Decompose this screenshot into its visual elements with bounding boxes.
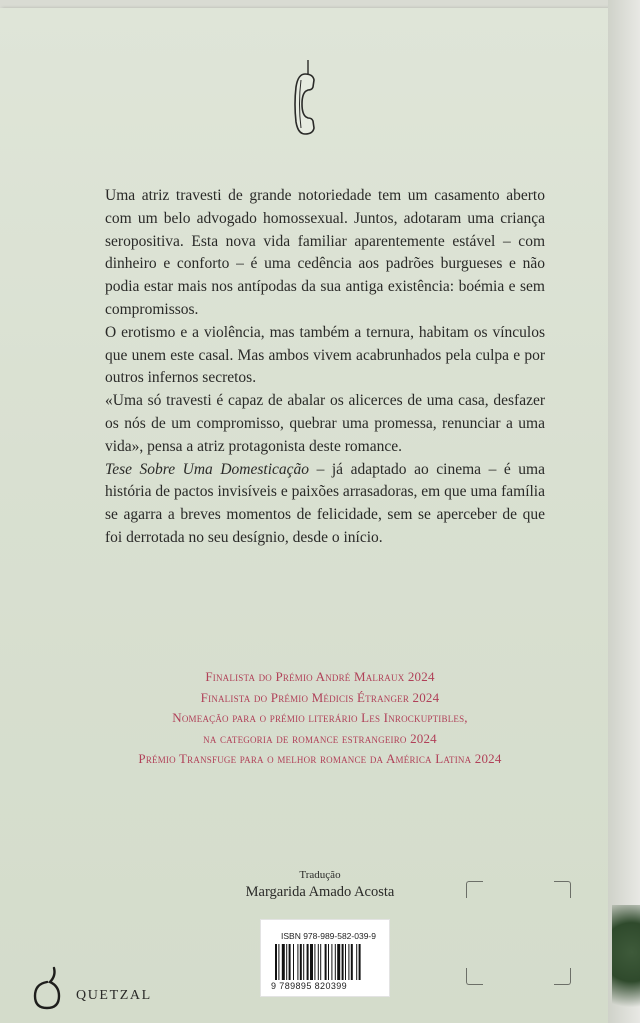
publisher-name: QUETZAL bbox=[76, 988, 152, 1003]
translation-label: Tradução bbox=[299, 869, 341, 881]
frame-corner bbox=[466, 881, 483, 898]
translator-name: Margarida Amado Acosta bbox=[245, 884, 395, 900]
page-edge bbox=[608, 0, 640, 1023]
synopsis-paragraph: O erotismo e a violência, mas também a ternura, habitam os vínculos que unem este casal. Mas ambos vivem acabrunhados pela culpa e por outros infernos secretos. bbox=[105, 323, 545, 387]
barcode-icon bbox=[275, 944, 379, 980]
award-line: Nomeação para o prémio literário Les Inrockuptibles, bbox=[172, 710, 468, 725]
award-line: na categoria de romance estrangeiro 2024 bbox=[203, 730, 437, 746]
synopsis-paragraph bbox=[105, 459, 545, 550]
frame-corner bbox=[554, 881, 571, 898]
frame-corner bbox=[554, 968, 571, 985]
translation-credit bbox=[200, 869, 440, 901]
award-line: Prémio Transfuge para o melhor romance da América Latina 2024 bbox=[138, 751, 502, 766]
isbn-text: ISBN 978-989-582-039-9 bbox=[281, 931, 376, 941]
award-line: Finalista do Prémio Médicis Étranger 2024 bbox=[200, 689, 440, 705]
isbn-digits: 9 789895 820399 bbox=[271, 981, 348, 991]
frame-corner bbox=[466, 968, 483, 985]
background-plant bbox=[612, 905, 640, 1023]
quetzal-logo-icon bbox=[30, 966, 64, 1012]
book-title: Tese Sobre Uma Domesticação bbox=[105, 460, 310, 478]
barcode-label bbox=[260, 919, 390, 997]
synopsis-paragraph: Uma atriz travesti de grande notoriedade tem um casamento aberto com um belo advogado homossexual. Juntos, adotaram uma criança seropositiva. Esta nova vida familiar aparentemente estável – com dinheiro e conforto – é uma cedência aos padrões burgueses e não podia estar mais nos antípodas da sua antiga existência: boémia e sem compromissos. bbox=[105, 187, 545, 318]
synopsis-text: – já adaptado ao cinema – é uma história de pactos invisíveis e paixões arrasadoras, em que uma família se agarra a breves momentos de felicidade, sem se aperceber de que foi derrotada no seu desígnio, desde o início. bbox=[105, 460, 545, 546]
awards-list bbox=[90, 667, 550, 770]
award-line: Finalista do Prémio André Malraux 2024 bbox=[205, 669, 435, 684]
synopsis-paragraph: «Uma só travesti é capaz de abalar os alicerces de uma casa, desfazer os nós de um compromisso, quebrar uma promessa, renunciar a uma vida», pensa a atriz protagonista deste romance. bbox=[105, 392, 545, 455]
synopsis bbox=[105, 185, 545, 550]
telephone-handset-icon bbox=[293, 60, 323, 136]
